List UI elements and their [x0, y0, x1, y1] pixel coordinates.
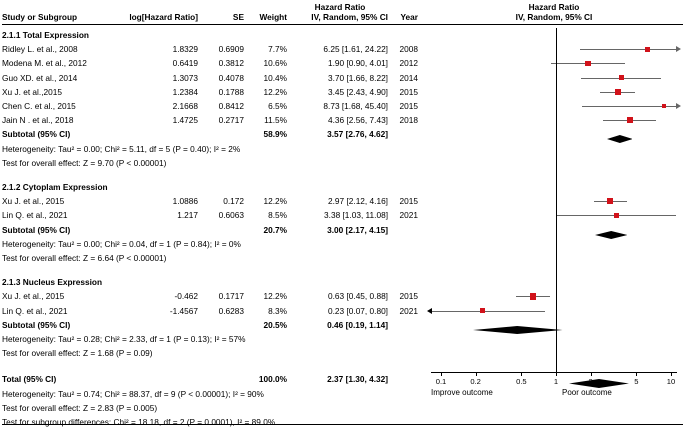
header-divider — [2, 24, 683, 25]
row-weight: 8.5% — [268, 210, 287, 221]
row-se: 0.4078 — [218, 72, 244, 83]
x-axis-tick-label: 0.2 — [470, 377, 481, 386]
row-hazard-ratio-ci: 2.37 [1.30, 4.32] — [327, 374, 388, 385]
x-axis-tick-label: 10 — [666, 377, 676, 386]
row-study-label: Ridley L. et al., 2008 — [2, 44, 78, 55]
x-axis-tick — [671, 372, 672, 376]
row-study-label: Lin Q. et al., 2021 — [2, 305, 68, 316]
ci-right-arrow-icon — [676, 103, 681, 109]
row-weight: 8.3% — [268, 305, 287, 316]
row-year: 2021 — [399, 210, 418, 221]
x-axis-line — [431, 372, 677, 373]
axis-right-annotation: Poor outcome — [562, 388, 612, 397]
row-study-label: Guo XD. et al., 2014 — [2, 72, 78, 83]
row-weight: 58.9% — [263, 129, 287, 140]
row-weight: 20.5% — [263, 319, 287, 330]
ci-right-arrow-icon — [676, 46, 681, 52]
row-se: 0.6283 — [218, 305, 244, 316]
row-study-label: Subtotal (95% CI) — [2, 319, 71, 330]
row-hazard-ratio-ci: 6.25 [1.61, 24.22] — [323, 44, 388, 55]
row-weight: 11.5% — [264, 115, 287, 126]
axis-left-annotation: Improve outcome — [431, 388, 493, 397]
effect-estimate-marker — [607, 198, 613, 204]
row-weight: 7.7% — [268, 44, 287, 55]
row-study-label: Chen C. et al., 2015 — [2, 101, 76, 111]
row-weight: 12.2% — [263, 196, 287, 207]
x-axis-tick-label: 5 — [634, 377, 639, 386]
header-hazard-ratio-ci: IV, Random, 95% CI — [311, 12, 388, 22]
x-axis-tick — [521, 372, 522, 376]
row-weight: 12.2% — [263, 291, 287, 302]
row-hazard-ratio-ci: 4.36 [2.56, 7.43] — [328, 115, 388, 126]
x-axis-tick — [636, 372, 637, 376]
summary-diamond — [473, 321, 562, 329]
subgroup-title: 2.1.3 Nucleus Expression — [2, 277, 103, 288]
x-axis-tick — [556, 372, 557, 376]
row-study-label: Jain N . et al., 2018 — [2, 115, 74, 126]
subgroup-title: 2.1.2 Cytoplam Expression — [2, 182, 108, 192]
row-se: 0.6063 — [218, 210, 244, 221]
row-hazard-ratio-ci: 8.73 [1.68, 45.40] — [323, 101, 388, 111]
header-hazard-ratio: Hazard Ratio — [314, 2, 366, 12]
row-hazard-ratio-ci: 1.90 [0.90, 4.01] — [328, 58, 388, 69]
row-year: 2012 — [399, 58, 418, 69]
row-study-label: Lin Q. et al., 2021 — [2, 210, 68, 221]
row-se: 0.3812 — [218, 58, 244, 69]
x-axis-tick — [441, 372, 442, 376]
header-study: Study or Subgroup — [2, 12, 78, 22]
row-se: 0.2717 — [218, 115, 244, 126]
header-se: SE — [232, 12, 244, 22]
row-year: 2015 — [399, 291, 418, 302]
effect-estimate-marker — [615, 89, 621, 95]
overall-effect-text: Test for overall effect: Z = 1.68 (P = 0.09) — [2, 348, 153, 359]
row-study-label: Subtotal (95% CI) — [2, 224, 71, 235]
row-year: 2015 — [399, 101, 418, 111]
row-hazard-ratio-ci: 0.23 [0.07, 0.80] — [328, 305, 388, 316]
row-weight: 12.2% — [263, 86, 287, 97]
row-log-hazard-ratio: 1.3073 — [172, 72, 198, 83]
row-hazard-ratio-ci: 0.46 [0.19, 1.14] — [327, 319, 388, 330]
header-plot-subtitle: IV, Random, 95% CI — [515, 12, 593, 22]
row-study-label: Subtotal (95% CI) — [2, 129, 71, 140]
x-axis-tick — [476, 372, 477, 376]
row-year: 2015 — [399, 196, 418, 207]
row-weight: 20.7% — [263, 224, 287, 235]
row-study-label: Xu J. et al., 2015 — [2, 291, 65, 302]
row-study-label: Total (95% CI) — [2, 374, 57, 385]
row-study-label: Xu J. et al.,2015 — [2, 86, 62, 97]
row-weight: 6.5% — [268, 101, 287, 111]
effect-estimate-marker — [619, 75, 625, 81]
row-se: 0.6909 — [218, 44, 244, 55]
confidence-interval-line — [580, 49, 677, 50]
row-year: 2015 — [399, 86, 418, 97]
effect-estimate-marker — [530, 293, 536, 299]
effect-estimate-marker — [662, 104, 666, 108]
row-weight: 10.6% — [263, 58, 287, 69]
confidence-interval-line — [431, 311, 545, 312]
row-se: 0.172 — [223, 196, 244, 207]
effect-estimate-marker — [645, 47, 650, 52]
effect-estimate-marker — [585, 61, 591, 67]
summary-diamond — [595, 226, 627, 234]
row-log-hazard-ratio: -1.4567 — [169, 305, 198, 316]
effect-estimate-marker — [614, 213, 619, 218]
header-plot-title: Hazard Ratio — [528, 2, 580, 12]
row-log-hazard-ratio: 1.8329 — [172, 44, 198, 55]
heterogeneity-text: Heterogeneity: Tau² = 0.00; Chi² = 5.11, df = 5 (P = 0.40); I² = 2% — [2, 143, 241, 154]
header-weight: Weight — [259, 12, 287, 22]
row-year: 2021 — [399, 305, 418, 316]
row-log-hazard-ratio: -0.462 — [174, 291, 198, 302]
x-axis-tick-label: 0.1 — [435, 377, 447, 386]
row-weight: 100.0% — [258, 374, 287, 385]
row-log-hazard-ratio: 0.6419 — [172, 58, 198, 69]
x-axis-tick-label: 2 — [588, 377, 593, 386]
row-year: 2018 — [399, 115, 418, 126]
row-year: 2008 — [399, 44, 418, 55]
heterogeneity-text: Heterogeneity: Tau² = 0.28; Chi² = 2.33, df = 1 (P = 0.13); I² = 57% — [2, 334, 246, 344]
row-se: 0.1717 — [218, 291, 244, 302]
x-axis-tick-label: 1 — [553, 377, 559, 386]
overall-effect-text: Test for overall effect: Z = 9.70 (P < 0.00001) — [2, 157, 167, 168]
x-axis-tick-label: 0.5 — [516, 377, 527, 386]
row-year: 2014 — [399, 72, 418, 83]
subgroup-title: 2.1.1 Total Expression — [2, 30, 89, 40]
row-hazard-ratio-ci: 3.70 [1.66, 8.22] — [328, 72, 388, 83]
row-log-hazard-ratio: 1.4725 — [172, 115, 198, 126]
row-hazard-ratio-ci: 3.00 [2.17, 4.15] — [327, 224, 388, 235]
row-log-hazard-ratio: 1.217 — [177, 210, 198, 221]
header-year: Year — [400, 12, 418, 22]
null-effect-line — [556, 28, 557, 372]
x-axis-tick — [591, 372, 592, 376]
row-hazard-ratio-ci: 2.97 [2.12, 4.16] — [328, 196, 388, 207]
heterogeneity-text: Heterogeneity: Tau² = 0.00; Chi² = 0.04, df = 1 (P = 0.84); I² = 0% — [2, 238, 241, 249]
row-hazard-ratio-ci: 3.45 [2.43, 4.90] — [328, 86, 388, 97]
row-log-hazard-ratio: 1.2384 — [172, 86, 198, 97]
row-hazard-ratio-ci: 3.57 [2.76, 4.62] — [327, 129, 388, 140]
row-weight: 10.4% — [263, 72, 287, 83]
effect-estimate-marker — [480, 308, 485, 313]
ci-left-arrow-icon — [427, 308, 432, 314]
overall-effect-total-text: Test for overall effect: Z = 2.83 (P = 0.005) — [2, 402, 158, 413]
row-study-label: Modena M. et al., 2012 — [2, 58, 87, 69]
overall-effect-text: Test for overall effect: Z = 6.64 (P < 0.00001) — [2, 253, 167, 263]
row-hazard-ratio-ci: 0.63 [0.45, 0.88] — [328, 291, 388, 302]
subgroup-difference-text: Test for subgroup differences: Chi² = 18.18, df = 2 (P = 0.0001), I² = 89.0% — [2, 417, 276, 427]
row-study-label: Xu J. et al., 2015 — [2, 196, 65, 207]
row-se: 0.8412 — [218, 101, 244, 111]
effect-estimate-marker — [627, 117, 633, 123]
row-hazard-ratio-ci: 3.38 [1.03, 11.08] — [324, 210, 388, 221]
forest-plot-canvas — [425, 28, 683, 396]
summary-diamond — [607, 130, 633, 138]
header-log-hazard-ratio: log[Hazard Ratio] — [129, 12, 198, 22]
row-log-hazard-ratio: 2.1668 — [172, 101, 198, 111]
heterogeneity-total-text: Heterogeneity: Tau² = 0.74; Chi² = 88.37, df = 9 (P < 0.00001); I² = 90% — [2, 388, 264, 399]
row-log-hazard-ratio: 1.0886 — [172, 196, 198, 207]
row-se: 0.1788 — [218, 86, 244, 97]
